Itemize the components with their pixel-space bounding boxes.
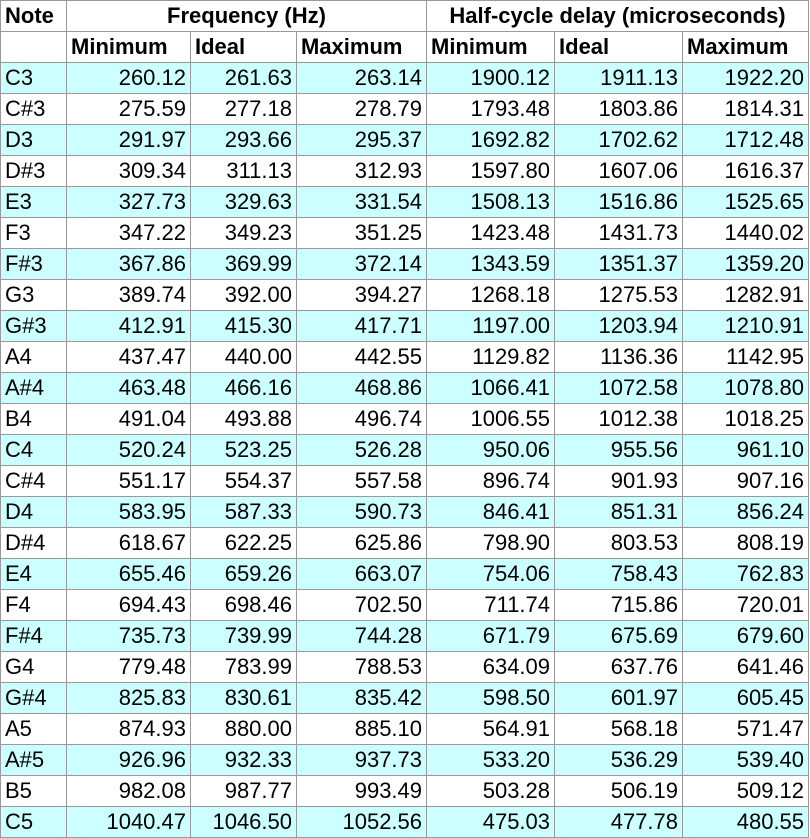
delay-ideal-cell: 1431.73 bbox=[555, 218, 683, 249]
freq-minimum-cell: 437.47 bbox=[67, 342, 191, 373]
delay-ideal-cell: 1607.06 bbox=[555, 156, 683, 187]
delay-ideal-cell: 1911.13 bbox=[555, 63, 683, 94]
delay-minimum-cell: 475.03 bbox=[427, 807, 555, 838]
delay-maximum-cell: 1922.20 bbox=[683, 63, 809, 94]
freq-minimum-cell: 551.17 bbox=[67, 466, 191, 497]
note-cell: A5 bbox=[1, 714, 67, 745]
delay-ideal-cell: 568.18 bbox=[555, 714, 683, 745]
delay-ideal-cell: 675.69 bbox=[555, 621, 683, 652]
freq-maximum-cell: 625.86 bbox=[297, 528, 427, 559]
delay-ideal-cell: 1702.62 bbox=[555, 125, 683, 156]
delay-maximum-cell: 1712.48 bbox=[683, 125, 809, 156]
delay-minimum-cell: 1508.13 bbox=[427, 187, 555, 218]
delay-ideal-cell: 1072.58 bbox=[555, 373, 683, 404]
delay-minimum-cell: 1793.48 bbox=[427, 94, 555, 125]
freq-ideal-cell: 440.00 bbox=[191, 342, 297, 373]
freq-minimum-cell: 260.12 bbox=[67, 63, 191, 94]
delay-ideal-cell: 536.29 bbox=[555, 745, 683, 776]
delay-ideal-cell: 955.56 bbox=[555, 435, 683, 466]
table-row bbox=[1, 187, 809, 218]
delay-maximum-cell: 720.01 bbox=[683, 590, 809, 621]
freq-ideal-cell: 311.13 bbox=[191, 156, 297, 187]
delay-ideal-cell: 1136.36 bbox=[555, 342, 683, 373]
freq-ideal-cell: 493.88 bbox=[191, 404, 297, 435]
note-cell: D#4 bbox=[1, 528, 67, 559]
freq-maximum-cell: 937.73 bbox=[297, 745, 427, 776]
note-cell: A#5 bbox=[1, 745, 67, 776]
delay-minimum-cell: 950.06 bbox=[427, 435, 555, 466]
freq-ideal-cell: 622.25 bbox=[191, 528, 297, 559]
freq-minimum-cell: 735.73 bbox=[67, 621, 191, 652]
delay-ideal-cell: 851.31 bbox=[555, 497, 683, 528]
freq-maximum-cell: 351.25 bbox=[297, 218, 427, 249]
note-cell: B4 bbox=[1, 404, 67, 435]
note-cell: D4 bbox=[1, 497, 67, 528]
freq-ideal-cell: 880.00 bbox=[191, 714, 297, 745]
note-cell: C4 bbox=[1, 435, 67, 466]
delay-maximum-cell: 1018.25 bbox=[683, 404, 809, 435]
freq-maximum-cell: 835.42 bbox=[297, 683, 427, 714]
freq-ideal-cell: 987.77 bbox=[191, 776, 297, 807]
freq-maximum-cell: 263.14 bbox=[297, 63, 427, 94]
note-cell: F#4 bbox=[1, 621, 67, 652]
note-cell: C#4 bbox=[1, 466, 67, 497]
freq-maximum-cell: 278.79 bbox=[297, 94, 427, 125]
delay-minimum-cell: 598.50 bbox=[427, 683, 555, 714]
delay-minimum-cell: 564.91 bbox=[427, 714, 555, 745]
freq-ideal-cell: 698.46 bbox=[191, 590, 297, 621]
delay-ideal-cell: 1275.53 bbox=[555, 280, 683, 311]
table-row bbox=[1, 435, 809, 466]
delay-maximum-cell: 571.47 bbox=[683, 714, 809, 745]
delay-maximum-cell: 1282.91 bbox=[683, 280, 809, 311]
freq-minimum-cell: 389.74 bbox=[67, 280, 191, 311]
freq-maximum-cell: 417.71 bbox=[297, 311, 427, 342]
delay-minimum-cell: 503.28 bbox=[427, 776, 555, 807]
table-row bbox=[1, 652, 809, 683]
delay-maximum-cell: 907.16 bbox=[683, 466, 809, 497]
delay-minimum-cell: 846.41 bbox=[427, 497, 555, 528]
empty-header-cell bbox=[1, 32, 67, 63]
note-cell: C5 bbox=[1, 807, 67, 838]
note-column-header: Note bbox=[1, 1, 67, 32]
delay-ideal-cell: 758.43 bbox=[555, 559, 683, 590]
freq-ideal-cell: 369.99 bbox=[191, 249, 297, 280]
freq-minimum-cell: 655.46 bbox=[67, 559, 191, 590]
table-row bbox=[1, 280, 809, 311]
table-row bbox=[1, 311, 809, 342]
freq-ideal-cell: 415.30 bbox=[191, 311, 297, 342]
freq-minimum-cell: 520.24 bbox=[67, 435, 191, 466]
note-cell: G#3 bbox=[1, 311, 67, 342]
freq-ideal-cell: 392.00 bbox=[191, 280, 297, 311]
table-row bbox=[1, 249, 809, 280]
freq-ideal-cell: 659.26 bbox=[191, 559, 297, 590]
freq-ideal-cell: 830.61 bbox=[191, 683, 297, 714]
delay-ideal-cell: 601.97 bbox=[555, 683, 683, 714]
freq-ideal-cell: 293.66 bbox=[191, 125, 297, 156]
freq-ideal-cell: 329.63 bbox=[191, 187, 297, 218]
delay-minimum-cell: 533.20 bbox=[427, 745, 555, 776]
freq-maximum-cell: 788.53 bbox=[297, 652, 427, 683]
delay-ideal-cell: 1803.86 bbox=[555, 94, 683, 125]
delay-ideal-cell: 901.93 bbox=[555, 466, 683, 497]
freq-maximum-cell: 496.74 bbox=[297, 404, 427, 435]
table-row bbox=[1, 776, 809, 807]
delay-minimum-cell: 1129.82 bbox=[427, 342, 555, 373]
note-cell: D#3 bbox=[1, 156, 67, 187]
table-row bbox=[1, 807, 809, 838]
table-row bbox=[1, 404, 809, 435]
freq-maximum-cell: 590.73 bbox=[297, 497, 427, 528]
freq-minimum-cell: 779.48 bbox=[67, 652, 191, 683]
note-cell: F3 bbox=[1, 218, 67, 249]
freq-ideal-cell: 739.99 bbox=[191, 621, 297, 652]
header-row-sub bbox=[1, 32, 809, 63]
freq-minimum-cell: 694.43 bbox=[67, 590, 191, 621]
freq-ideal-cell: 932.33 bbox=[191, 745, 297, 776]
freq-maximum-cell: 993.49 bbox=[297, 776, 427, 807]
delay-group-header: Half-cycle delay (microseconds) bbox=[427, 1, 809, 32]
freq-minimum-cell: 309.34 bbox=[67, 156, 191, 187]
delay-maximum-cell: 679.60 bbox=[683, 621, 809, 652]
note-cell: B5 bbox=[1, 776, 67, 807]
note-cell: G4 bbox=[1, 652, 67, 683]
delay-maximum-cell: 509.12 bbox=[683, 776, 809, 807]
delay-maximum-cell: 808.19 bbox=[683, 528, 809, 559]
freq-ideal-cell: 466.16 bbox=[191, 373, 297, 404]
note-cell: A#4 bbox=[1, 373, 67, 404]
table-row bbox=[1, 621, 809, 652]
delay-ideal-cell: 715.86 bbox=[555, 590, 683, 621]
freq-minimum-cell: 618.67 bbox=[67, 528, 191, 559]
table-row bbox=[1, 528, 809, 559]
freq-ideal-cell: 523.25 bbox=[191, 435, 297, 466]
delay-ideal-cell: 477.78 bbox=[555, 807, 683, 838]
freq-ideal-header: Ideal bbox=[191, 32, 297, 63]
table-row bbox=[1, 683, 809, 714]
delay-ideal-header: Ideal bbox=[555, 32, 683, 63]
table-row bbox=[1, 714, 809, 745]
delay-maximum-cell: 480.55 bbox=[683, 807, 809, 838]
note-cell: E3 bbox=[1, 187, 67, 218]
table-row bbox=[1, 559, 809, 590]
freq-maximum-cell: 468.86 bbox=[297, 373, 427, 404]
delay-minimum-cell: 711.74 bbox=[427, 590, 555, 621]
delay-maximum-header: Maximum bbox=[683, 32, 809, 63]
frequency-group-header: Frequency (Hz) bbox=[67, 1, 427, 32]
freq-maximum-cell: 394.27 bbox=[297, 280, 427, 311]
delay-maximum-cell: 1616.37 bbox=[683, 156, 809, 187]
note-cell: F4 bbox=[1, 590, 67, 621]
freq-ideal-cell: 261.63 bbox=[191, 63, 297, 94]
freq-minimum-cell: 367.86 bbox=[67, 249, 191, 280]
freq-maximum-cell: 526.28 bbox=[297, 435, 427, 466]
freq-ideal-cell: 349.23 bbox=[191, 218, 297, 249]
delay-minimum-header: Minimum bbox=[427, 32, 555, 63]
freq-minimum-cell: 874.93 bbox=[67, 714, 191, 745]
freq-minimum-cell: 583.95 bbox=[67, 497, 191, 528]
note-cell: C#3 bbox=[1, 94, 67, 125]
freq-maximum-cell: 557.58 bbox=[297, 466, 427, 497]
freq-minimum-cell: 327.73 bbox=[67, 187, 191, 218]
delay-ideal-cell: 1351.37 bbox=[555, 249, 683, 280]
freq-minimum-cell: 982.08 bbox=[67, 776, 191, 807]
delay-maximum-cell: 605.45 bbox=[683, 683, 809, 714]
delay-maximum-cell: 1525.65 bbox=[683, 187, 809, 218]
delay-maximum-cell: 1210.91 bbox=[683, 311, 809, 342]
delay-minimum-cell: 798.90 bbox=[427, 528, 555, 559]
freq-maximum-header: Maximum bbox=[297, 32, 427, 63]
delay-maximum-cell: 641.46 bbox=[683, 652, 809, 683]
delay-minimum-cell: 1006.55 bbox=[427, 404, 555, 435]
freq-maximum-cell: 295.37 bbox=[297, 125, 427, 156]
table-row bbox=[1, 497, 809, 528]
delay-minimum-cell: 634.09 bbox=[427, 652, 555, 683]
freq-minimum-header: Minimum bbox=[67, 32, 191, 63]
table-row bbox=[1, 94, 809, 125]
delay-maximum-cell: 856.24 bbox=[683, 497, 809, 528]
delay-ideal-cell: 1516.86 bbox=[555, 187, 683, 218]
delay-minimum-cell: 754.06 bbox=[427, 559, 555, 590]
freq-ideal-cell: 783.99 bbox=[191, 652, 297, 683]
delay-minimum-cell: 1597.80 bbox=[427, 156, 555, 187]
freq-minimum-cell: 491.04 bbox=[67, 404, 191, 435]
freq-minimum-cell: 347.22 bbox=[67, 218, 191, 249]
freq-minimum-cell: 825.83 bbox=[67, 683, 191, 714]
table-row bbox=[1, 373, 809, 404]
table-row bbox=[1, 63, 809, 94]
delay-minimum-cell: 1692.82 bbox=[427, 125, 555, 156]
freq-maximum-cell: 663.07 bbox=[297, 559, 427, 590]
freq-maximum-cell: 312.93 bbox=[297, 156, 427, 187]
header-row-groups bbox=[1, 1, 809, 32]
freq-maximum-cell: 885.10 bbox=[297, 714, 427, 745]
freq-minimum-cell: 291.97 bbox=[67, 125, 191, 156]
delay-maximum-cell: 961.10 bbox=[683, 435, 809, 466]
freq-maximum-cell: 331.54 bbox=[297, 187, 427, 218]
table-row bbox=[1, 745, 809, 776]
delay-maximum-cell: 1359.20 bbox=[683, 249, 809, 280]
freq-maximum-cell: 702.50 bbox=[297, 590, 427, 621]
table-row bbox=[1, 218, 809, 249]
delay-minimum-cell: 1423.48 bbox=[427, 218, 555, 249]
delay-ideal-cell: 803.53 bbox=[555, 528, 683, 559]
table-row bbox=[1, 125, 809, 156]
note-cell: F#3 bbox=[1, 249, 67, 280]
freq-maximum-cell: 744.28 bbox=[297, 621, 427, 652]
freq-maximum-cell: 372.14 bbox=[297, 249, 427, 280]
delay-minimum-cell: 1900.12 bbox=[427, 63, 555, 94]
table-row bbox=[1, 342, 809, 373]
freq-minimum-cell: 1040.47 bbox=[67, 807, 191, 838]
delay-minimum-cell: 671.79 bbox=[427, 621, 555, 652]
delay-maximum-cell: 762.83 bbox=[683, 559, 809, 590]
delay-minimum-cell: 1197.00 bbox=[427, 311, 555, 342]
delay-maximum-cell: 1440.02 bbox=[683, 218, 809, 249]
freq-maximum-cell: 442.55 bbox=[297, 342, 427, 373]
freq-ideal-cell: 277.18 bbox=[191, 94, 297, 125]
delay-minimum-cell: 1268.18 bbox=[427, 280, 555, 311]
delay-ideal-cell: 1012.38 bbox=[555, 404, 683, 435]
note-cell: E4 bbox=[1, 559, 67, 590]
table-row bbox=[1, 590, 809, 621]
delay-maximum-cell: 539.40 bbox=[683, 745, 809, 776]
delay-ideal-cell: 1203.94 bbox=[555, 311, 683, 342]
delay-minimum-cell: 896.74 bbox=[427, 466, 555, 497]
delay-ideal-cell: 637.76 bbox=[555, 652, 683, 683]
note-cell: G3 bbox=[1, 280, 67, 311]
delay-maximum-cell: 1142.95 bbox=[683, 342, 809, 373]
freq-minimum-cell: 926.96 bbox=[67, 745, 191, 776]
delay-ideal-cell: 506.19 bbox=[555, 776, 683, 807]
delay-maximum-cell: 1078.80 bbox=[683, 373, 809, 404]
freq-ideal-cell: 1046.50 bbox=[191, 807, 297, 838]
note-cell: G#4 bbox=[1, 683, 67, 714]
note-cell: D3 bbox=[1, 125, 67, 156]
delay-minimum-cell: 1343.59 bbox=[427, 249, 555, 280]
freq-ideal-cell: 554.37 bbox=[191, 466, 297, 497]
table-row bbox=[1, 156, 809, 187]
table-row bbox=[1, 466, 809, 497]
freq-minimum-cell: 275.59 bbox=[67, 94, 191, 125]
note-cell: C3 bbox=[1, 63, 67, 94]
note-cell: A4 bbox=[1, 342, 67, 373]
freq-ideal-cell: 587.33 bbox=[191, 497, 297, 528]
delay-maximum-cell: 1814.31 bbox=[683, 94, 809, 125]
freq-minimum-cell: 412.91 bbox=[67, 311, 191, 342]
freq-minimum-cell: 463.48 bbox=[67, 373, 191, 404]
delay-minimum-cell: 1066.41 bbox=[427, 373, 555, 404]
freq-maximum-cell: 1052.56 bbox=[297, 807, 427, 838]
